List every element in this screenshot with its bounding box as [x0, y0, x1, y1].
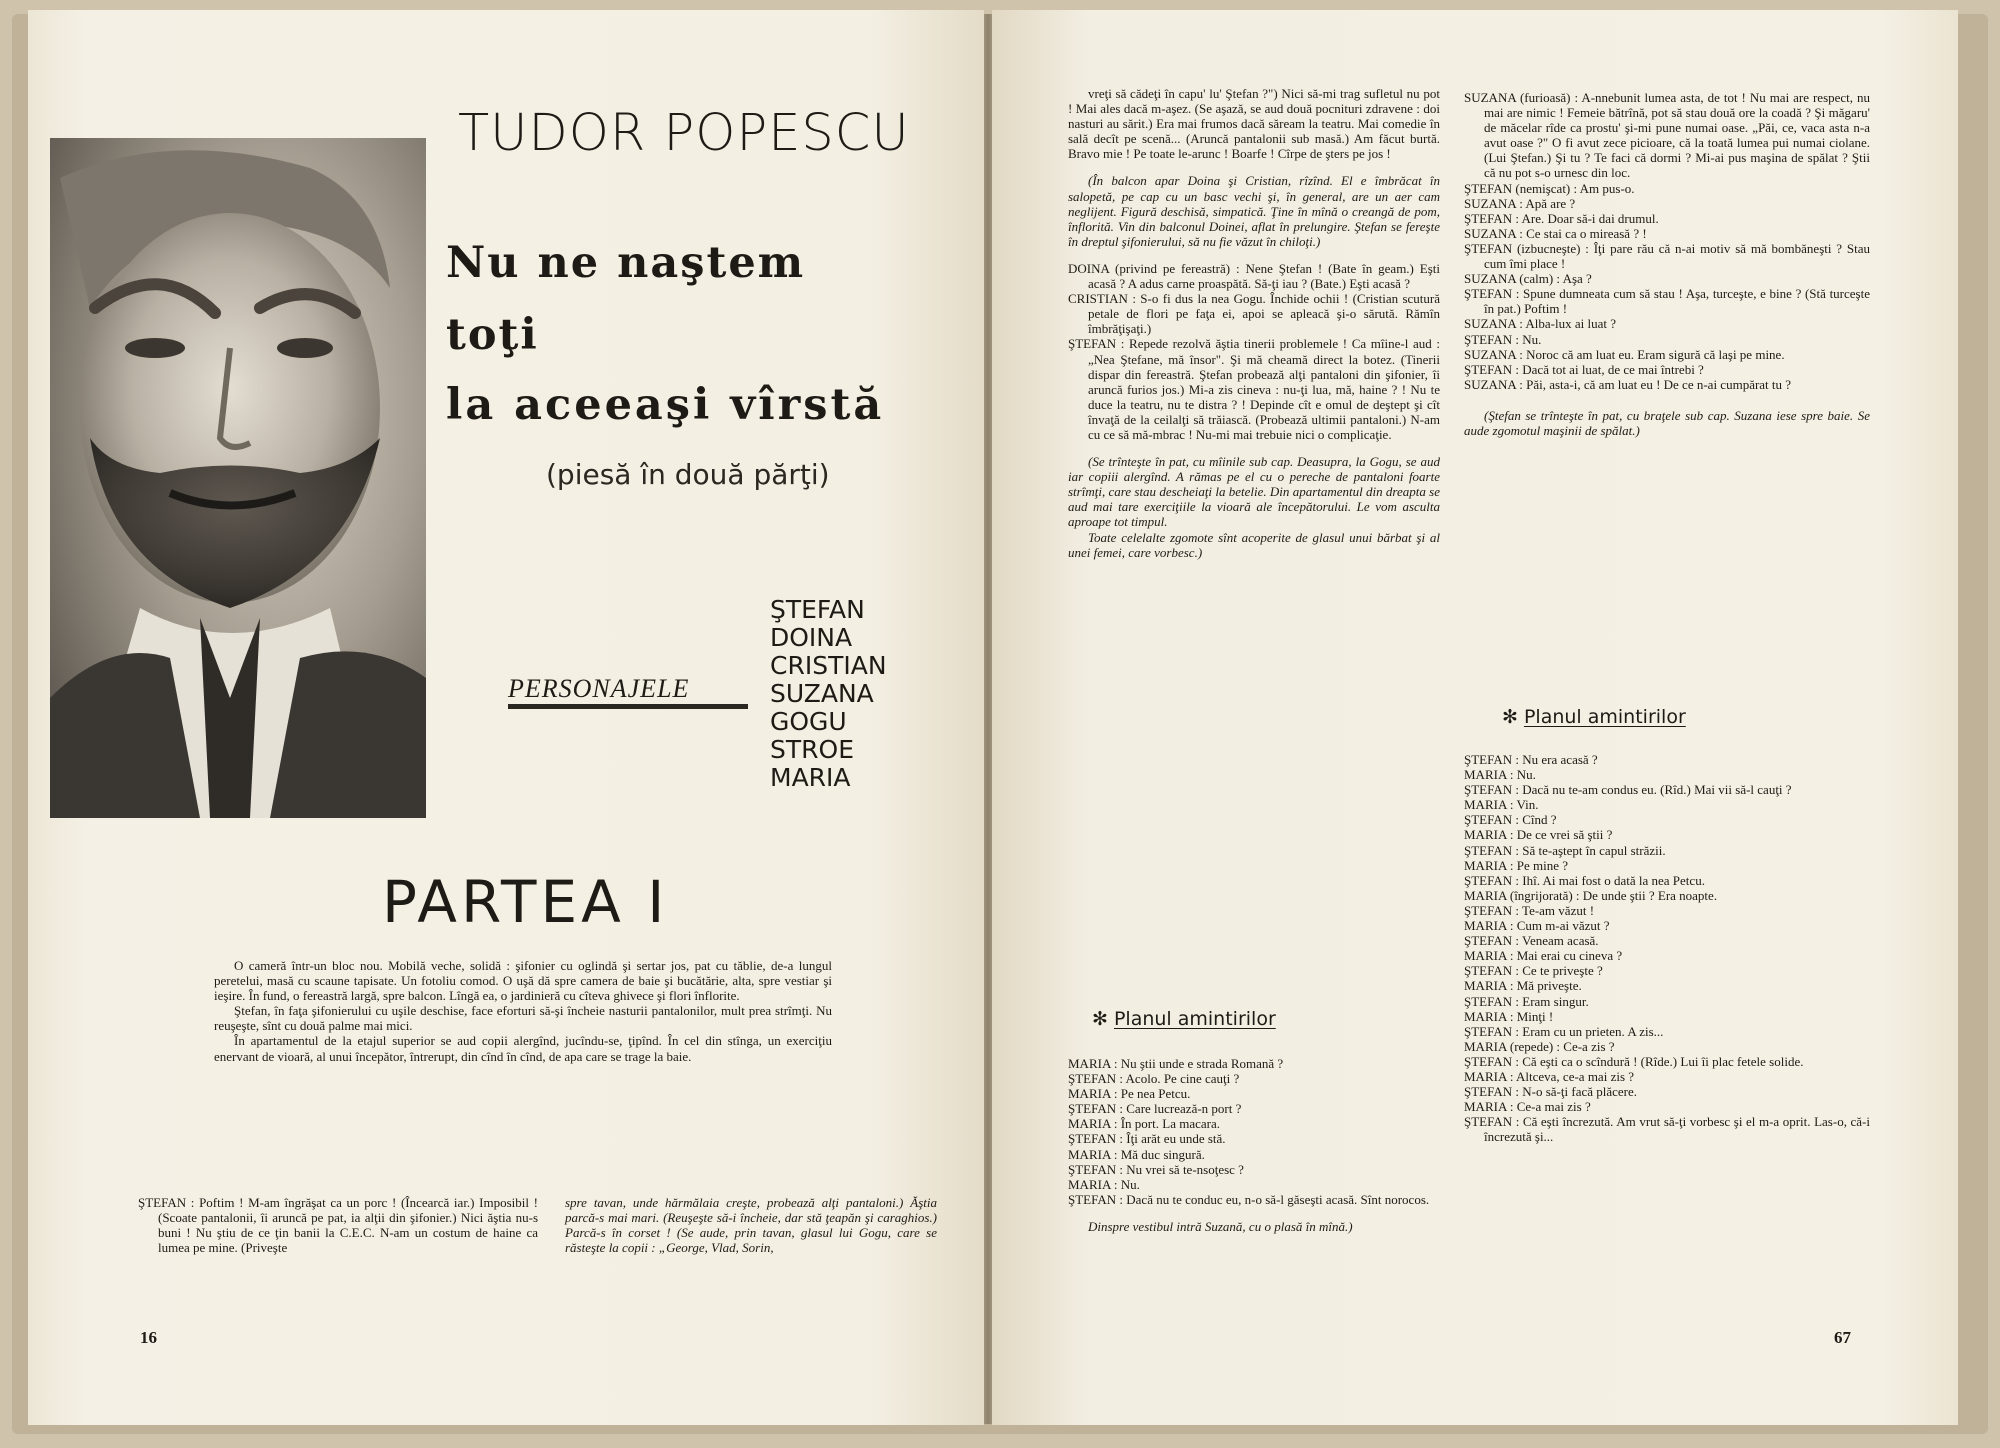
dialogue-line: ŞTEFAN : Ce te priveşte ?	[1464, 963, 1603, 979]
dialogue-line: MARIA : Nu ştii unde e strada Romană ?	[1068, 1056, 1284, 1071]
left-page	[28, 10, 984, 1425]
dialogue-line: ŞTEFAN : N-o să-ţi facă plăcere.	[1464, 1084, 1638, 1100]
dialogue-line: ŞTEFAN : Cînd ?	[1464, 812, 1557, 828]
dialogue-line: CRISTIAN : S-o fi dus la nea Gogu. Închide ochii ! (Cristian scutură petale de flori pe faţa ei, apoi se apleacă şi-o sărută. Rămîn îmbrăţişaţi.)	[1068, 291, 1440, 337]
character-name: STROE	[770, 735, 854, 764]
dialogue-line: ŞTEFAN : Repede rezolvă ăştia tinerii problemele ! Ca mîine-l aud : „Nea Ştefane, mă însor". Şi mă cheamă direct la botez. (Tinerii dispar din fereastră. Ştefan probează alţi pantaloni din şifonier, îi aruncă furios jos.) Mi-a zis cineva : nu-ţi lua, mă, haine ? ! Nu te duce la teatru, nu te distra ? ! Depinde cît e omul de deştept şi cît învaţă de la ceilalţi să trăiască. (Probează ultimii pantaloni.) N-am cu ce să mă-mbrac ! Nu-mi mai trebuie nici o complicaţie.	[1068, 336, 1440, 442]
page-number-left: 16	[140, 1328, 157, 1347]
dialogue-line: ŞTEFAN : Dacă nu te-am condus eu. (Rîd.) Mai vii să-l cauţi ?	[1464, 782, 1792, 798]
left-column-1	[138, 1195, 538, 1255]
right-column-2	[1464, 90, 1870, 438]
dialogue-line: ŞTEFAN : Nu.	[1464, 331, 1542, 347]
dialogue-line: MARIA : De ce vrei să ştii ?	[1464, 827, 1613, 843]
dialogue-line: MARIA : Cum m-ai văzut ?	[1464, 918, 1610, 934]
section-heading: ✻ Planul amintirilor	[1092, 1008, 1276, 1030]
title-line-3: la aceeaşi vîrstă	[446, 380, 885, 430]
stage-direction-paragraph: O cameră într-un bloc nou. Mobilă veche, solidă : şifonier cu oglindă şi sertar jos, pat cu tăblie, de-a lungul peretelui, masă cu scaune tapisate. Un fotoliu comod. O uşă dă spre camera de baie şi bucătărie, alta, spre vestiar şi ieşire. În fund, o fereastră largă, spre balcon. Lîngă ea, o jardinieră cu cîteva ghivece şi flori înflorite.	[214, 958, 832, 1004]
dialogue-line: ŞTEFAN : Ihî. Ai mai fost o dată la nea Petcu.	[1464, 872, 1705, 888]
left-column-2	[565, 1195, 937, 1255]
stage-direction: Dinspre vestibul intră Suzană, cu o plasă în mînă.)	[1088, 1218, 1353, 1234]
dialogue-line: SUZANA : Noroc că am luat eu. Eram sigură că laşi pe mine.	[1464, 346, 1785, 362]
opening-stage-directions	[214, 958, 832, 1064]
dialogue-line: SUZANA : Ce stai ca o mireasă ? !	[1464, 225, 1647, 241]
stage-direction: (Ştefan se trînteşte în pat, cu braţele sub cap. Suzana iese spre baie. Se aude zgomotul maşinii de spălat.)	[1464, 407, 1870, 438]
dialogue-line: MARIA : Nu.	[1068, 1176, 1140, 1192]
author-photo	[50, 138, 426, 818]
right-column-1-flashback	[1068, 1056, 1440, 1234]
dialogue-line: MARIA : Minţi !	[1464, 1008, 1554, 1024]
title-line-1: Nu ne naştem	[446, 238, 806, 288]
dialogue-line: ŞTEFAN : Să te-aştept în capul străzii.	[1464, 842, 1666, 858]
dialogue-line: ŞTEFAN : Care lucrează-n port ?	[1068, 1101, 1242, 1117]
dialogue-line: SUZANA : Păi, asta-i, că am luat eu ! De ce n-ai cumpărat tu ?	[1464, 376, 1792, 392]
dialogue-line: SUZANA (furioasă) : A-nnebunit lumea asta, de tot ! Nu mai are respect, nu mai are nimic ! Femeie bătrînă, pot să stau două ore la coadă ? Şi măgaru' de măcelar rîde ca prostu' şi-mi pune numai oase. „Păi, ce, vaca asta n-a avut oase ?" O fi avut zece picioare, că la toată lumea pui numai ciolane. (Lui Ştefan.) Şi tu ? Te faci că dormi ? Mi-ai pus maşina de spălat ? Ştii că nu pot s-o urnesc din loc.	[1464, 90, 1870, 181]
characters-label: PERSONAJELE	[508, 674, 690, 703]
dialogue-line: ŞTEFAN : Dacă tot ai luat, de ce mai întrebi ?	[1464, 361, 1704, 377]
dialogue-line: MARIA : Altceva, ce-a mai zis ?	[1464, 1068, 1635, 1084]
right-column-2-flashback	[1464, 752, 1870, 1144]
dialogue-line: ŞTEFAN : Acolo. Pe cine cauţi ?	[1068, 1071, 1240, 1087]
title-line-2: toţi	[446, 310, 539, 360]
dialogue-continuation: vreţi să cădeţi în capu' lu' Ştefan ?") Nici să-mi trag sufletul nu pot ! Mai ales dacă m-aşez. (Se aşază, se aud două pocnituri zdravene : doi nasturi au sărit.) Era mai frumos dacă săream la teatru. Mai comedie în sală decît pe scenă... (Aruncă pantalonii sub masă.) Am făcut burtă. Bravo mie ! Pe toate le-arunc ! Boarfe ! Cîrpe de şters pe jos !	[1068, 86, 1440, 162]
dialogue-line: ŞTEFAN (izbucneşte) : Îţi pare rău că n-ai motiv să mă bombăneşti ? Stau cum îmi place !	[1464, 240, 1870, 272]
dialogue-line: ŞTEFAN : Spune dumneata cum să stau ! Aşa, turceşte, e bine ? (Stă turceşte în pat.) Poftim !	[1464, 286, 1870, 317]
stage-direction-paragraph: Ştefan, în faţa şifonierului cu uşile deschise, face eforturi să-şi încheie nasturii pantalonilor, mult prea strîmţi. Nu reuşeşte, sînt cu două palme mai mici.	[214, 1003, 832, 1034]
stage-direction-paragraph: În apartamentul de la etajul superior se aud copii alergînd, jucîndu-se, ţipînd. În cel din stînga, un exerciţiu enervant de vioară, al unui începător, întrerupt, din cînd în cînd, de apa care se trage la baie.	[214, 1033, 832, 1064]
dialogue-line: DOINA (privind pe fereastră) : Nene Ştefan ! (Bate în geam.) Eşti acasă ? A adus carne proaspătă. Să-ţi iau ? (Bate.) Eşti acasă ?	[1068, 260, 1440, 292]
character-name: DOINA	[770, 623, 853, 652]
author-portrait-image	[50, 138, 426, 818]
dialogue-line: ŞTEFAN : Dacă nu te conduc eu, n-o să-l găseşti acasă. Sînt norocos.	[1068, 1191, 1430, 1207]
character-name: MARIA	[770, 763, 851, 792]
asterisk-icon: ✻	[1502, 706, 1524, 728]
dialogue-line: ŞTEFAN (nemişcat) : Am pus-o.	[1464, 180, 1635, 196]
right-page	[992, 10, 1958, 1425]
page-number-right: 67	[1834, 1328, 1851, 1347]
part-heading: PARTEA I	[382, 868, 669, 936]
character-name: ŞTEFAN	[770, 595, 865, 624]
dialogue-line: MARIA : Ce-a mai zis ?	[1464, 1099, 1591, 1115]
dialogue-line: MARIA : Mă priveşte.	[1464, 978, 1582, 994]
dialogue-line: MARIA : Vin.	[1464, 797, 1539, 813]
section-heading: ✻ Planul amintirilor	[1502, 706, 1686, 728]
stage-direction: (Se trînteşte în pat, cu mîinile sub cap. Deasupra, la Gogu, se aud iar copiii alergînd. A rămas pe el cu o pereche de pantaloni foarte strîmţi, care stau descheiaţi la betelie. Din apartamentul din dreapta se aud mai tare exerciţiile la vioară ale începătorului. Le vom asculta aproape tot timpul.	[1068, 454, 1440, 530]
character-list	[770, 596, 887, 792]
right-column-1	[1068, 86, 1440, 560]
dialogue-line: MARIA : Nu.	[1464, 767, 1536, 783]
dialogue-line: ŞTEFAN : Nu vrei să te-nsoţesc ?	[1068, 1161, 1244, 1177]
dialogue-continuation: spre tavan, unde hărmălaia creşte, probează alţi pantaloni.) Ăştia parcă-s mai mari. (Reuşeşte să-i încheie, dar stă ţeapăn şi caraghios.) Parcă-s în corset ! (Se aude, prin tavan, glasul lui Gogu, care se răsteşte la copii : „George, Vlad, Sorin,	[565, 1195, 937, 1256]
dialogue-line: MARIA : Mai erai cu cineva ?	[1464, 948, 1623, 964]
character-name: GOGU	[770, 707, 847, 736]
dialogue-line: ŞTEFAN : Eram singur.	[1464, 993, 1589, 1009]
dialogue-line: MARIA : Mă duc singură.	[1068, 1146, 1205, 1162]
dialogue-line: MARIA (repede) : Ce-a zis ?	[1464, 1038, 1615, 1054]
dialogue-line: SUZANA : Apă are ?	[1464, 195, 1576, 211]
dialogue-line: SUZANA : Alba-lux ai luat ?	[1464, 316, 1617, 332]
dialogue-line: MARIA (îngrijorată) : De unde ştii ? Era noapte.	[1464, 887, 1718, 903]
author-name: TUDOR POPESCU	[458, 104, 910, 163]
dialogue-line: ŞTEFAN : Că eşti ca o scîndură ! (Rîde.) Lui îi plac fetele solide.	[1464, 1053, 1804, 1069]
dialogue-line: ŞTEFAN : Te-am văzut !	[1464, 902, 1595, 918]
play-subtitle: (piesă în două părţi)	[546, 458, 830, 491]
dialogue-line: ŞTEFAN : Veneam acasă.	[1464, 933, 1599, 949]
dialogue-line: SUZANA (calm) : Aşa ?	[1464, 271, 1592, 287]
dialogue-line: MARIA : Pe mine ?	[1464, 857, 1568, 873]
dialogue-line: ŞTEFAN : Eram cu un prieten. A zis...	[1464, 1023, 1664, 1039]
stage-direction: (În balcon apar Doina şi Cristian, rîzînd. El e îmbrăcat în salopetă, pe cap cu un basc vechi şi, în general, are un aer cam neglijent. Figură deschisă, simpatică. Ţine în mînă o creangă de pom, înflorită. Vin din balconul Doinei, aflat în prelungire. Ştefan se fereşte în dreptul şifonierului, să nu fie văzut în chiloţi.)	[1068, 173, 1440, 249]
dialogue-line: ŞTEFAN : Că eşti încrezută. Am vrut să-ţi vorbesc şi el m-a oprit. Las-o, că-i încrezută şi...	[1464, 1114, 1870, 1145]
asterisk-icon: ✻	[1092, 1008, 1114, 1030]
dialogue-line: MARIA : În port. La macara.	[1068, 1116, 1220, 1132]
character-name: SUZANA	[770, 679, 874, 708]
dialogue-line: ŞTEFAN : Îţi arăt eu unde stă.	[1068, 1131, 1226, 1147]
dialogue-line: ŞTEFAN : Are. Doar să-i dai drumul.	[1464, 210, 1659, 226]
dialogue-line: ŞTEFAN : Poftim ! M-am îngrăşat ca un porc ! (Încearcă iar.) Imposibil ! (Scoate pantalonii, îi aruncă pe pat, ia alţii din şifonier.) Nici ăştia nu-s buni ! Nu ştiu de ce ţin banii la C.E.C. N-am un costum de haine ca lumea pe mine. (Priveşte	[138, 1195, 538, 1256]
characters-label-rule	[508, 704, 748, 709]
dialogue-line: ŞTEFAN : Nu era acasă ?	[1464, 752, 1598, 767]
dialogue-line: MARIA : Pe nea Petcu.	[1068, 1086, 1191, 1102]
character-name: CRISTIAN	[770, 651, 887, 680]
stage-direction: Toate celelalte zgomote sînt acoperite de glasul unui bărbat şi al unei femei, care vorbesc.)	[1068, 529, 1440, 560]
